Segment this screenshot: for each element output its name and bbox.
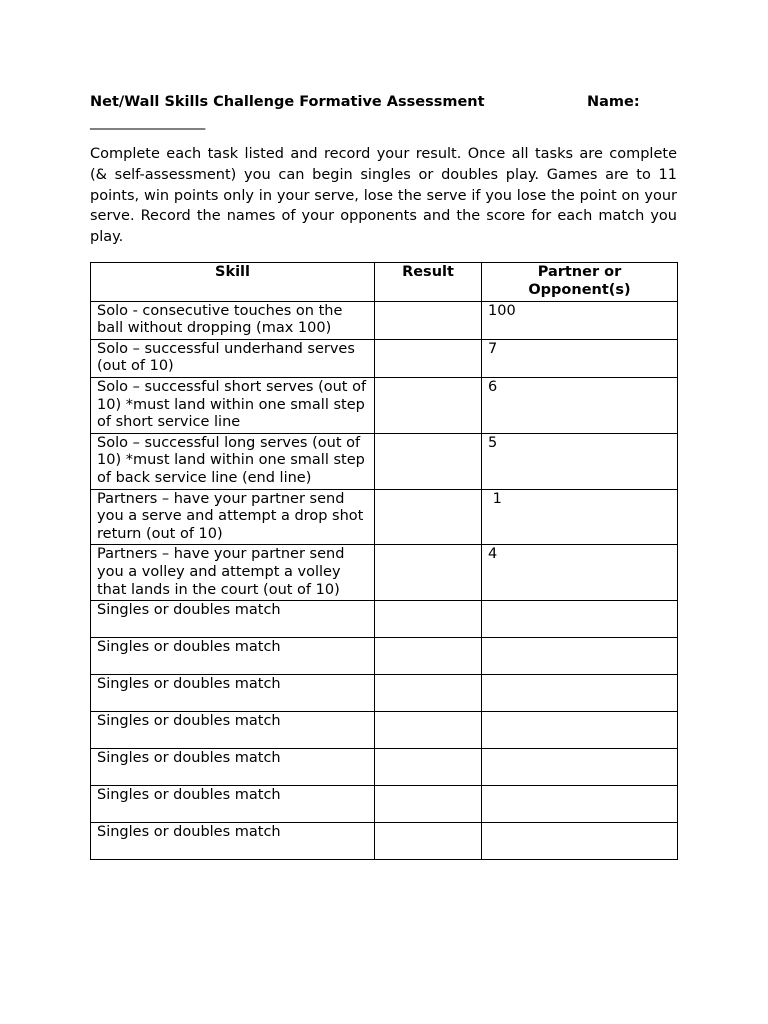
table-row [91,675,678,712]
result-cell[interactable] [375,601,482,638]
skill-cell: Partners – have your partner send you a serve and attempt a drop shot return (out of 10) [91,489,375,545]
document-title: Net/Wall Skills Challenge Formative Assessment [90,94,485,110]
header-result: Result [375,263,482,301]
match-cell: Singles or doubles match [91,675,375,712]
table-row [91,489,678,545]
result-cell[interactable] [375,749,482,786]
table-row [91,601,678,638]
result-cell[interactable] [375,638,482,675]
header-skill: Skill [91,263,375,301]
partner-cell[interactable] [482,823,678,860]
match-cell: Singles or doubles match [91,786,375,823]
name-blank: _________________ [90,114,205,130]
instructions-paragraph: Complete each task listed and record your result. Once all tasks are complete (& self-assessment) you can begin singles or doubles play. Games are to 11 points, win points only in your serve, lose the serve if you lose the point on your serve. Record the names of your opponents and the score for each match you play. [90,146,677,246]
name-label: Name: [587,94,640,110]
skill-cell: Partners – have your partner send you a volley and attempt a volley that lands in the court (out of 10) [91,545,375,601]
match-cell: Singles or doubles match [91,823,375,860]
result-cell[interactable] [375,301,482,339]
result-cell[interactable] [375,712,482,749]
partner-cell[interactable]: 7 [482,339,678,377]
result-cell[interactable] [375,339,482,377]
table-row [91,712,678,749]
match-cell: Singles or doubles match [91,638,375,675]
assessment-document [90,92,677,860]
partner-cell[interactable]: 1 [482,489,678,545]
match-cell: Singles or doubles match [91,712,375,749]
partner-cell[interactable] [482,712,678,749]
header-partner: Partner or Opponent(s) [482,263,678,301]
table-row [91,545,678,601]
table-row [91,638,678,675]
partner-cell[interactable] [482,601,678,638]
skill-cell: Solo - consecutive touches on the ball without dropping (max 100) [91,301,375,339]
partner-cell[interactable]: 100 [482,301,678,339]
result-cell[interactable] [375,675,482,712]
partner-cell[interactable] [482,786,678,823]
skill-cell: Solo – successful short serves (out of 10) *must land within one small step of short service line [91,378,375,434]
table-row [91,378,678,434]
result-cell[interactable] [375,786,482,823]
table-row [91,823,678,860]
skill-cell: Solo – successful long serves (out of 10) *must land within one small step of back service line (end line) [91,433,375,489]
table-row [91,339,678,377]
result-cell[interactable] [375,545,482,601]
table-header-row [91,263,678,301]
partner-cell[interactable]: 4 [482,545,678,601]
partner-cell[interactable] [482,749,678,786]
skills-table [90,262,678,860]
partner-cell[interactable]: 5 [482,433,678,489]
partner-cell[interactable] [482,638,678,675]
table-row [91,433,678,489]
title-line [90,92,677,112]
table-row [91,749,678,786]
match-cell: Singles or doubles match [91,749,375,786]
result-cell[interactable] [375,489,482,545]
result-cell[interactable] [375,433,482,489]
match-cell: Singles or doubles match [91,601,375,638]
partner-cell[interactable]: 6 [482,378,678,434]
table-row [91,786,678,823]
table-row [91,301,678,339]
skill-cell: Solo – successful underhand serves (out of 10) [91,339,375,377]
result-cell[interactable] [375,823,482,860]
result-cell[interactable] [375,378,482,434]
partner-cell[interactable] [482,675,678,712]
